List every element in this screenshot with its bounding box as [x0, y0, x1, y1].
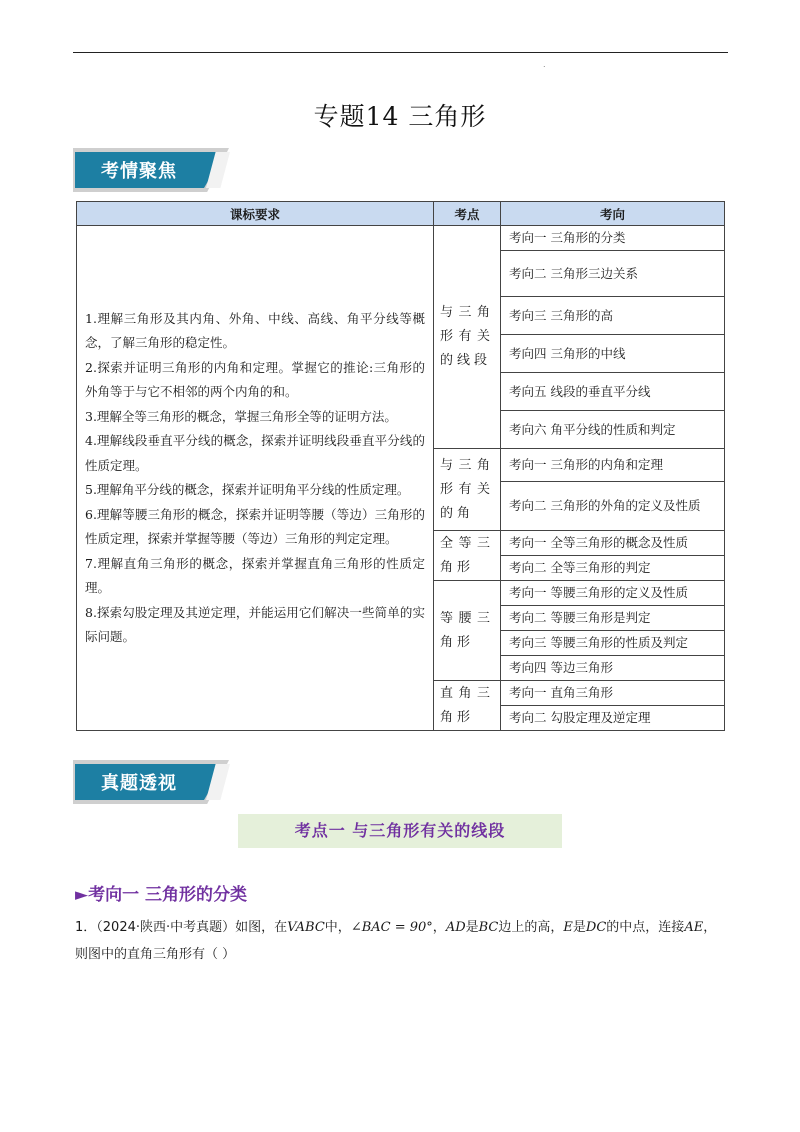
- question-text: ，则图中的直角三角形有（ ）: [75, 920, 717, 962]
- section-banner-label: 真题透视: [101, 773, 177, 794]
- direction-cell: 考向一 三角形的内角和定理: [501, 449, 725, 482]
- direction-cell: 考向三 等腰三角形的性质及判定: [501, 631, 725, 656]
- header-direction: 考向: [501, 202, 725, 226]
- direction-cell: 考向二 三角形的外角的定义及性质: [501, 482, 725, 531]
- header-req: 课标要求: [77, 202, 434, 226]
- direction-cell: 考向二 三角形三边关系: [501, 251, 725, 297]
- math-dc: DC: [585, 920, 607, 935]
- math-triangle: VABC: [287, 920, 325, 935]
- point-cell: 全等三角形: [434, 531, 501, 581]
- point-cell: 与三角形有关的角: [434, 449, 501, 531]
- point-cell: 等腰三角形: [434, 581, 501, 681]
- direction-cell: 考向一 三角形的分类: [501, 226, 725, 251]
- section-banner-label: 考情聚焦: [101, 161, 177, 182]
- requirement-item: 1.理解三角形及其内角、外角、中线、高线、角平分线等概念，了解三角形的稳定性。: [85, 310, 425, 350]
- question-text: 如图，在: [235, 920, 288, 935]
- requirement-item: 7.理解直角三角形的概念，探索并掌握直角三角形的性质定理。: [85, 555, 425, 595]
- requirement-item: 6.理解等腰三角形的概念，探索并证明等腰（等边）三角形的性质定理，探索并掌握等腰（等边）三角形的判定定理。: [85, 506, 425, 546]
- section-banner-kaoqing: [73, 148, 233, 194]
- header-mark: .: [543, 60, 546, 69]
- curriculum-table: [76, 201, 725, 731]
- question-text: 是: [465, 920, 479, 935]
- requirement-item: 4.理解线段垂直平分线的概念，探索并证明线段垂直平分线的性质定理。: [85, 433, 425, 473]
- topic-banner: 考点一 与三角形有关的线段: [238, 814, 562, 848]
- direction-cell: 考向四 等边三角形: [501, 656, 725, 681]
- math-ae: AE: [684, 920, 704, 935]
- question-text: 的中点，连接: [606, 920, 685, 935]
- direction-cell: 考向三 三角形的高: [501, 297, 725, 335]
- question-text: 是: [572, 920, 586, 935]
- question-text: ，: [432, 920, 446, 935]
- point-cell: 与三角形有关的线段: [434, 226, 501, 449]
- question-1: [75, 914, 727, 968]
- direction-cell: 考向五 线段的垂直平分线: [501, 373, 725, 411]
- direction-heading: ►考向一 三角形的分类: [75, 885, 247, 905]
- question-text: 中，: [324, 920, 351, 935]
- requirement-item: 3.理解全等三角形的概念，掌握三角形全等的证明方法。: [85, 408, 397, 424]
- question-text: 边上的高，: [498, 920, 564, 935]
- question-source: （2024·陕西·中考真题）: [96, 920, 236, 935]
- point-cell: 直角三角形: [434, 681, 501, 731]
- direction-cell: 考向二 全等三角形的判定: [501, 556, 725, 581]
- requirement-item: 2.探索并证明三角形的内角和定理。掌握它的推论:三角形的外角等于与它不相邻的两个内角的和。: [85, 359, 425, 399]
- requirement-item: 8.探索勾股定理及其逆定理，并能运用它们解决一些简单的实际问题。: [85, 604, 425, 644]
- header-point: 考点: [434, 202, 501, 226]
- direction-cell: 考向二 勾股定理及逆定理: [501, 706, 725, 731]
- section-banner-zhenti: [73, 760, 233, 806]
- direction-cell: 考向一 直角三角形: [501, 681, 725, 706]
- direction-cell: 考向六 角平分线的性质和判定: [501, 411, 725, 449]
- direction-cell: 考向一 等腰三角形的定义及性质: [501, 581, 725, 606]
- math-angle: ∠BAC = 90°: [350, 920, 433, 935]
- requirement-item: 5.理解角平分线的概念，探索并证明角平分线的性质定理。: [85, 482, 410, 497]
- math-bc: BC: [478, 920, 499, 935]
- direction-cell: 考向四 三角形的中线: [501, 335, 725, 373]
- requirements-cell: [77, 226, 434, 731]
- math-ad: AD: [445, 920, 466, 935]
- header-rule: [73, 52, 728, 53]
- direction-cell: 考向一 全等三角形的概念及性质: [501, 531, 725, 556]
- math-e: E: [563, 920, 573, 935]
- question-number: 1．: [75, 920, 97, 935]
- direction-cell: 考向二 等腰三角形是判定: [501, 606, 725, 631]
- document-title: 专题14 三角形: [313, 102, 487, 131]
